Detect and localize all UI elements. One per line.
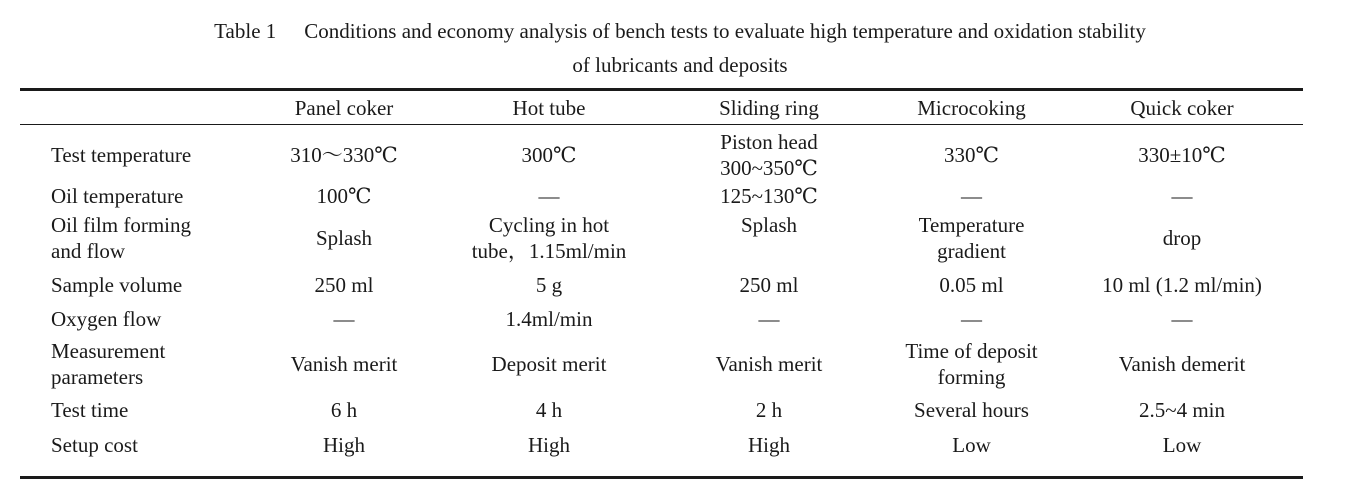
caption-title: Conditions and economy analysis of bench tests to evaluate high temperature and oxidation stability (304, 19, 1146, 43)
table-cell (1061, 303, 1303, 335)
cell-line: 300℃ (521, 143, 577, 167)
table-row (20, 183, 1303, 209)
row-label (20, 267, 246, 303)
table-cell (246, 183, 442, 209)
cell-line: 250 ml (314, 273, 374, 297)
table-cell (442, 303, 656, 335)
row-label-line: Oil film forming (51, 213, 191, 237)
column-header: Hot tube (512, 95, 586, 120)
table-header (20, 91, 1303, 124)
row-label (20, 393, 246, 427)
table-row (20, 209, 1303, 267)
cell-line: tube，1.15ml/min (471, 239, 627, 263)
table-cell (246, 335, 442, 393)
table-cell (882, 127, 1061, 183)
cell-line: Vanish demerit (1118, 352, 1246, 376)
cell-line: 125~130℃ (720, 184, 818, 208)
cell-line: drop (1162, 226, 1202, 250)
table-cell (1061, 427, 1303, 463)
table-cell (442, 393, 656, 427)
row-label-line: Oil temperature (51, 184, 184, 208)
row-label-line: Measurement (51, 339, 166, 363)
cell-line: 1.4ml/min (505, 307, 593, 331)
row-label (20, 183, 246, 209)
table-row (20, 393, 1303, 427)
table-cell (656, 303, 882, 335)
table-row (20, 427, 1303, 463)
cell-line: 250 ml (739, 273, 799, 297)
cell-line: 2.5~4 min (1138, 398, 1226, 422)
cell-line: 6 h (330, 398, 358, 422)
cell-line (656, 238, 882, 264)
cell-line: 4 h (535, 398, 563, 422)
row-label (20, 427, 246, 463)
cell-line: Vanish merit (715, 352, 823, 376)
cell-line: 0.05 ml (939, 273, 1004, 297)
table-cell (882, 303, 1061, 335)
cell-line: — (333, 307, 355, 331)
cell-line: High (748, 433, 790, 457)
table-row (20, 303, 1303, 335)
table-cell (1061, 393, 1303, 427)
row-label-line: and flow (51, 239, 126, 263)
cell-line: Piston head (720, 130, 818, 154)
header-row (20, 91, 1303, 124)
row-label (20, 209, 246, 267)
table-cell (246, 303, 442, 335)
column-header: Panel coker (294, 95, 394, 120)
cell-line: 2 h (755, 398, 783, 422)
row-label-line: Sample volume (51, 273, 183, 297)
table-cell (442, 267, 656, 303)
table-body (20, 124, 1303, 463)
cell-line: forming (937, 365, 1006, 389)
cell-line: 10 ml (1.2 ml/min) (1102, 273, 1262, 297)
table-cell (1061, 335, 1303, 393)
data-table (20, 91, 1303, 463)
cell-line: — (1171, 307, 1193, 331)
table-cell (656, 427, 882, 463)
cell-line: Cycling in hot (488, 213, 610, 237)
table-cell (656, 183, 882, 209)
cell-line: 300~350℃ (720, 156, 818, 180)
table-cell (1061, 127, 1303, 183)
cell-line: 100℃ (316, 184, 372, 208)
table-cell (442, 427, 656, 463)
row-label-line: Oxygen flow (51, 307, 162, 331)
table-cell (442, 183, 656, 209)
column-header: Quick coker (1130, 95, 1234, 120)
row-label (20, 335, 246, 393)
table-cell (246, 393, 442, 427)
table-cell (882, 393, 1061, 427)
cell-line: — (538, 184, 560, 208)
row-label-line: Setup cost (51, 433, 138, 457)
table-cell (1061, 267, 1303, 303)
cell-line: Time of deposit (905, 339, 1038, 363)
table-cell (656, 267, 882, 303)
table-row (20, 127, 1303, 183)
column-header: Sliding ring (719, 95, 819, 120)
cell-line: — (758, 307, 780, 331)
table-cell (882, 209, 1061, 267)
table-cell (442, 127, 656, 183)
cell-line: High (323, 433, 365, 457)
cell-line: 330±10℃ (1138, 143, 1226, 167)
table-cell (882, 427, 1061, 463)
cell-line: gradient (937, 239, 1006, 263)
column-header (20, 91, 246, 124)
column-header: Microcoking (917, 95, 1026, 120)
table-cell (656, 393, 882, 427)
table-cell (656, 209, 882, 267)
row-label (20, 303, 246, 335)
caption-label: Table 1 (214, 19, 277, 43)
table-cell (1061, 183, 1303, 209)
table-cell (246, 427, 442, 463)
table-cell (656, 335, 882, 393)
table-row (20, 335, 1303, 393)
row-label-line: Test temperature (51, 143, 192, 167)
table-cell (442, 209, 656, 267)
cell-line: Deposit merit (491, 352, 607, 376)
table-cell (246, 267, 442, 303)
cell-line: Temperature (918, 213, 1025, 237)
row-label (20, 127, 246, 183)
table-caption (0, 14, 1360, 82)
cell-line: 330℃ (944, 143, 999, 167)
table-row (20, 267, 1303, 303)
table-cell (442, 335, 656, 393)
table-cell (246, 209, 442, 267)
caption-line-1 (0, 14, 1360, 48)
cell-line: Low (1162, 433, 1202, 457)
table-cell (882, 183, 1061, 209)
table-cell (656, 127, 882, 183)
cell-line: — (1171, 184, 1193, 208)
cell-line: — (961, 307, 982, 331)
row-label-line: parameters (51, 365, 144, 389)
cell-line: Several hours (914, 398, 1029, 422)
bottom-rule (20, 476, 1303, 479)
cell-line: Vanish merit (290, 352, 398, 376)
row-label-line: Test time (51, 398, 129, 422)
cell-line: Splash (315, 226, 372, 250)
cell-line: 5 g (535, 273, 563, 297)
cell-line: Splash (740, 213, 797, 237)
caption-line-2: of lubricants and deposits (572, 53, 788, 77)
cell-line: High (528, 433, 570, 457)
table-cell (1061, 209, 1303, 267)
cell-line: — (961, 184, 982, 208)
cell-line: Low (952, 433, 991, 457)
table-cell (882, 335, 1061, 393)
cell-line: 310～330℃ (290, 143, 398, 167)
table-cell (246, 127, 442, 183)
table-cell (882, 267, 1061, 303)
